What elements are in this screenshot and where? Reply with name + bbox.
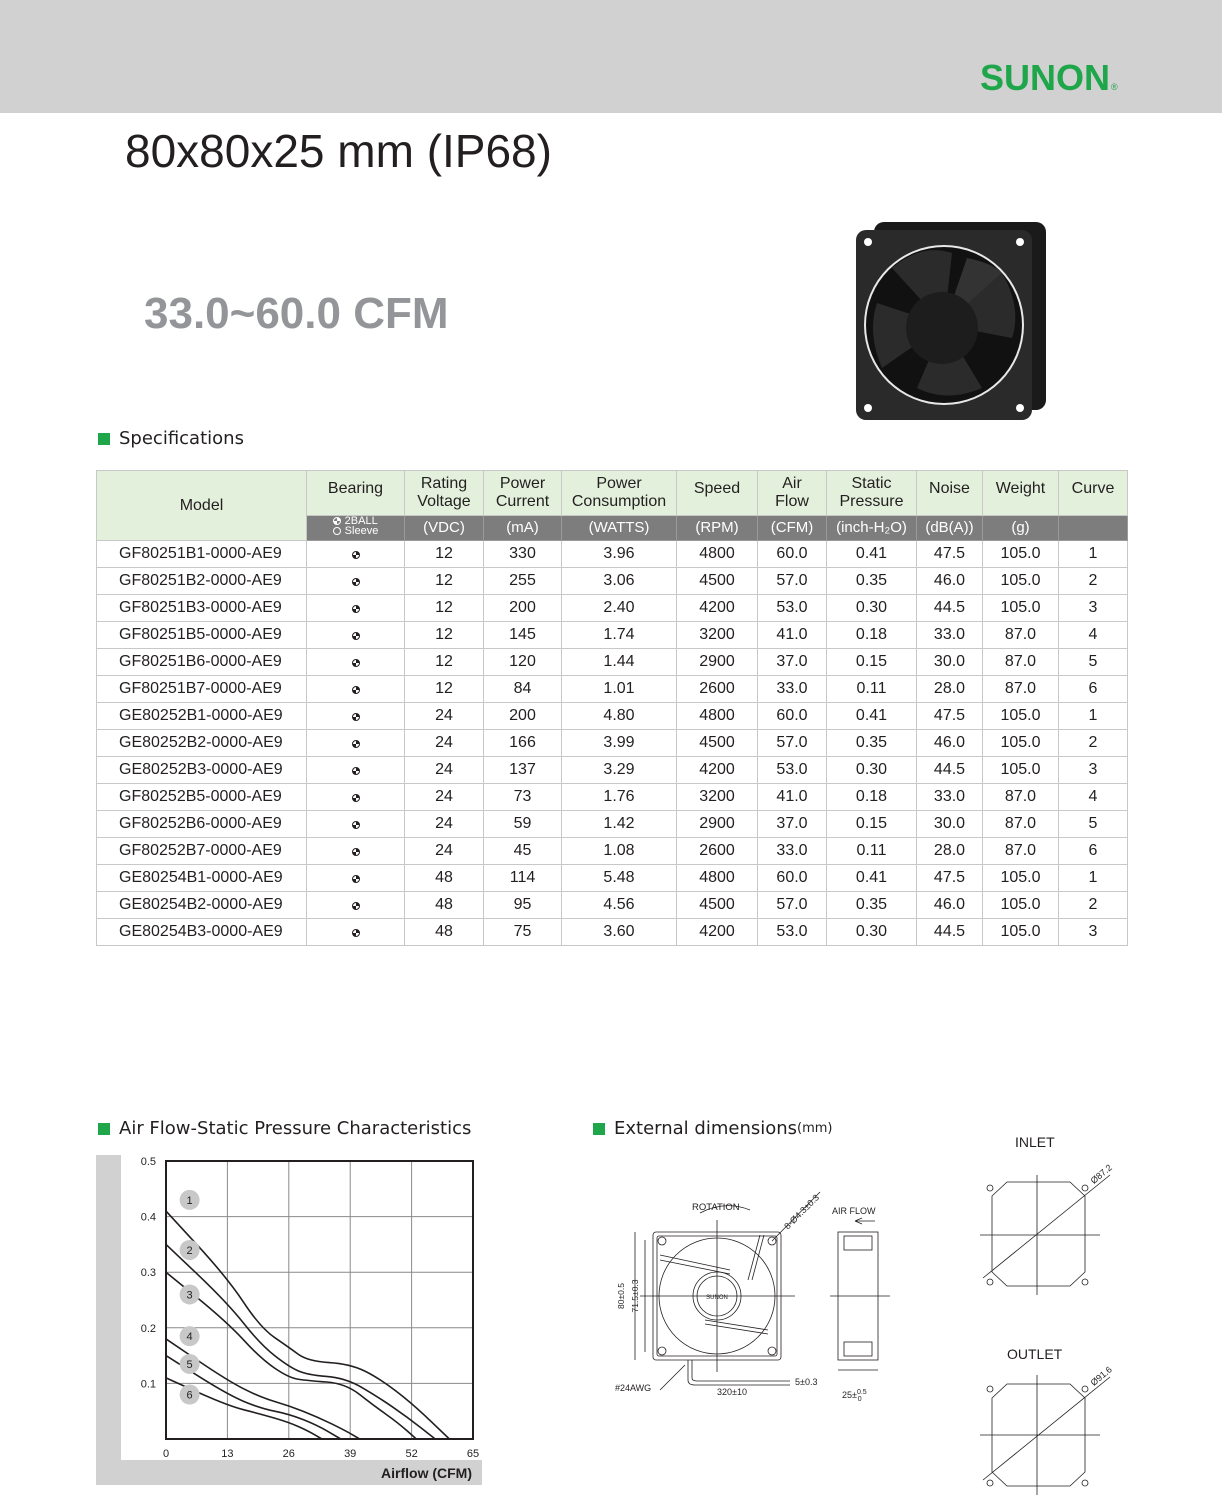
- table-row: [97, 757, 1128, 784]
- unit-rpm: (RPM): [677, 516, 758, 541]
- cell-noise: 44.5: [917, 919, 983, 946]
- outlet-label: OUTLET: [1007, 1346, 1063, 1362]
- cell-curve: 5: [1059, 811, 1128, 838]
- cell-curve: 1: [1059, 541, 1128, 568]
- cell-curve: 3: [1059, 757, 1128, 784]
- cell-airflow: 57.0: [758, 892, 827, 919]
- cell-current: 145: [484, 622, 562, 649]
- cell-noise: 46.0: [917, 730, 983, 757]
- table-row: [97, 703, 1128, 730]
- cell-pressure: 0.41: [827, 703, 917, 730]
- cell-speed: 4200: [677, 919, 758, 946]
- cell-curve: 2: [1059, 568, 1128, 595]
- inlet-label: INLET: [1015, 1134, 1055, 1150]
- cell-voltage: 48: [405, 865, 484, 892]
- cell-weight: 105.0: [983, 892, 1059, 919]
- cell-curve: 2: [1059, 730, 1128, 757]
- x-tick-label: 13: [221, 1448, 234, 1460]
- cell-pressure: 0.35: [827, 730, 917, 757]
- y-tick-label: 0.5: [140, 1156, 156, 1168]
- cell-speed: 4200: [677, 757, 758, 784]
- table-row: [97, 649, 1128, 676]
- cell-airflow: 53.0: [758, 757, 827, 784]
- cell-weight: 87.0: [983, 838, 1059, 865]
- cell-power: 1.44: [562, 649, 677, 676]
- cell-speed: 4500: [677, 730, 758, 757]
- cell-noise: 30.0: [917, 649, 983, 676]
- section-dimensions: External dimensions (mm): [593, 1118, 833, 1139]
- header-noise: Noise: [917, 471, 983, 516]
- x-tick-label: 39: [344, 1448, 357, 1460]
- ball-bearing-icon: [352, 848, 360, 856]
- cell-bearing: [307, 811, 405, 838]
- sunon-logo: SUNON®: [980, 57, 1118, 98]
- cell-pressure: 0.11: [827, 838, 917, 865]
- cell-model: GF80252B5-0000-AE9: [97, 784, 307, 811]
- cell-speed: 4200: [677, 595, 758, 622]
- x-tick-label: 0: [162, 1448, 170, 1460]
- cell-speed: 2900: [677, 811, 758, 838]
- table-row: [97, 568, 1128, 595]
- cell-voltage: 24: [405, 838, 484, 865]
- cell-weight: 105.0: [983, 541, 1059, 568]
- cell-airflow: 53.0: [758, 595, 827, 622]
- cell-weight: 105.0: [983, 568, 1059, 595]
- table-row: [97, 541, 1128, 568]
- y-tick-label: 0.3: [140, 1267, 156, 1280]
- fan-product-photo: [852, 218, 1050, 423]
- cell-noise: 33.0: [917, 784, 983, 811]
- chart-frame-left: [96, 1155, 121, 1485]
- cell-bearing: [307, 703, 405, 730]
- cell-curve: 3: [1059, 595, 1128, 622]
- cell-power: 5.48: [562, 865, 677, 892]
- cell-speed: 2900: [677, 649, 758, 676]
- ball-bearing-icon: [352, 929, 360, 937]
- cell-model: GE80252B2-0000-AE9: [97, 730, 307, 757]
- cell-noise: 33.0: [917, 622, 983, 649]
- cell-current: 73: [484, 784, 562, 811]
- cell-voltage: 12: [405, 676, 484, 703]
- ball-bearing-icon: [352, 578, 360, 586]
- ball-bearing-icon: [352, 632, 360, 640]
- mounting-hole-dim: 8-Ø4.3±0.3: [782, 1192, 822, 1232]
- green-bullet-icon: [593, 1123, 605, 1135]
- cell-pressure: 0.41: [827, 865, 917, 892]
- cell-curve: 6: [1059, 676, 1128, 703]
- cell-current: 95: [484, 892, 562, 919]
- cell-bearing: [307, 595, 405, 622]
- cell-bearing: [307, 838, 405, 865]
- cell-airflow: 37.0: [758, 811, 827, 838]
- cell-bearing: [307, 676, 405, 703]
- cell-voltage: 24: [405, 811, 484, 838]
- cell-pressure: 0.35: [827, 568, 917, 595]
- curve-badge-label: 5: [186, 1358, 193, 1371]
- ball-bearing-icon: [352, 794, 360, 802]
- cell-power: 3.99: [562, 730, 677, 757]
- header-bearing: Bearing: [307, 471, 405, 516]
- cell-pressure: 0.18: [827, 622, 917, 649]
- cell-airflow: 33.0: [758, 676, 827, 703]
- cell-airflow: 33.0: [758, 838, 827, 865]
- ball-bearing-icon: [333, 517, 341, 525]
- header-static-pressure: Static Pressure: [827, 471, 917, 516]
- cell-power: 1.08: [562, 838, 677, 865]
- ball-bearing-icon: [352, 551, 360, 559]
- ball-bearing-icon: [352, 605, 360, 613]
- cell-airflow: 41.0: [758, 784, 827, 811]
- cell-voltage: 12: [405, 595, 484, 622]
- cell-noise: 30.0: [917, 811, 983, 838]
- y-tick-label: 0.4: [140, 1211, 156, 1224]
- cell-curve: 1: [1059, 703, 1128, 730]
- green-bullet-icon: [98, 1123, 110, 1135]
- x-tick-label: 26: [282, 1448, 295, 1460]
- cell-airflow: 60.0: [758, 703, 827, 730]
- unit-g: (g): [983, 516, 1059, 541]
- cell-pressure: 0.18: [827, 784, 917, 811]
- cell-voltage: 24: [405, 757, 484, 784]
- cell-power: 1.42: [562, 811, 677, 838]
- cell-noise: 28.0: [917, 838, 983, 865]
- air-flow-label: AIR FLOW: [832, 1206, 876, 1216]
- cell-voltage: 24: [405, 703, 484, 730]
- curve-badge-label: 4: [186, 1331, 193, 1344]
- cell-voltage: 48: [405, 892, 484, 919]
- cell-model: GE80254B1-0000-AE9: [97, 865, 307, 892]
- cell-bearing: [307, 649, 405, 676]
- hole-pitch-dim: 71.5±0.3: [630, 1279, 640, 1313]
- cell-airflow: 60.0: [758, 865, 827, 892]
- unit-cfm: (CFM): [758, 516, 827, 541]
- ball-bearing-icon: [352, 875, 360, 883]
- header-weight: Weight: [983, 471, 1059, 516]
- cell-current: 84: [484, 676, 562, 703]
- table-row: [97, 622, 1128, 649]
- header-curve: Curve: [1059, 471, 1128, 516]
- cell-curve: 6: [1059, 838, 1128, 865]
- cell-speed: 2600: [677, 838, 758, 865]
- section-curve: Air Flow-Static Pressure Characteristics: [98, 1118, 471, 1139]
- cell-current: 255: [484, 568, 562, 595]
- cell-pressure: 0.41: [827, 541, 917, 568]
- section-specifications: Specifications: [98, 428, 244, 449]
- outer-size-dim: 80±0.5: [616, 1283, 626, 1309]
- x-tick-label: 52: [405, 1448, 418, 1460]
- cell-model: GE80252B1-0000-AE9: [97, 703, 307, 730]
- cell-voltage: 12: [405, 541, 484, 568]
- cell-curve: 1: [1059, 865, 1128, 892]
- cell-power: 1.01: [562, 676, 677, 703]
- cell-speed: 4500: [677, 568, 758, 595]
- header-model: Model: [97, 471, 307, 541]
- cell-model: GE80254B3-0000-AE9: [97, 919, 307, 946]
- cell-weight: 105.0: [983, 595, 1059, 622]
- cell-weight: 87.0: [983, 676, 1059, 703]
- cell-bearing: [307, 568, 405, 595]
- inlet-outline-drawing: [975, 1130, 1125, 1295]
- cell-noise: 47.5: [917, 865, 983, 892]
- cell-weight: 87.0: [983, 649, 1059, 676]
- cell-curve: 4: [1059, 622, 1128, 649]
- table-row: [97, 676, 1128, 703]
- curve-badge-label: 3: [186, 1289, 193, 1302]
- cell-current: 166: [484, 730, 562, 757]
- unit-curve: [1059, 516, 1128, 541]
- cell-pressure: 0.15: [827, 649, 917, 676]
- cell-bearing: [307, 541, 405, 568]
- outlet-outline-drawing: [975, 1340, 1125, 1495]
- y-tick-label: 0.2: [140, 1322, 156, 1335]
- cell-weight: 105.0: [983, 919, 1059, 946]
- airflow-range: 33.0~60.0 CFM: [144, 289, 449, 338]
- header-speed: Speed: [677, 471, 758, 516]
- table-row: [97, 784, 1128, 811]
- unit-dba: (dB(A)): [917, 516, 983, 541]
- cell-curve: 5: [1059, 649, 1128, 676]
- unit-ma: (mA): [484, 516, 562, 541]
- cell-curve: 3: [1059, 919, 1128, 946]
- unit-watts: (WATTS): [562, 516, 677, 541]
- cell-model: GF80251B7-0000-AE9: [97, 676, 307, 703]
- outlet-diameter-dim: Ø91.6: [1088, 1364, 1114, 1388]
- ball-bearing-icon: [352, 686, 360, 694]
- cell-bearing: [307, 730, 405, 757]
- sleeve-bearing-icon: [333, 527, 341, 535]
- cell-bearing: [307, 784, 405, 811]
- cell-speed: 3200: [677, 622, 758, 649]
- cell-bearing: [307, 757, 405, 784]
- rotation-label: ROTATION: [692, 1202, 740, 1213]
- cell-model: GF80252B6-0000-AE9: [97, 811, 307, 838]
- curve-badge-label: 2: [186, 1244, 193, 1257]
- cell-weight: 87.0: [983, 811, 1059, 838]
- cell-power: 3.96: [562, 541, 677, 568]
- unit-inch-h2o: (inch-H₂O): [827, 516, 917, 541]
- cell-pressure: 0.30: [827, 919, 917, 946]
- cell-pressure: 0.35: [827, 892, 917, 919]
- header-rating-voltage: Rating Voltage: [405, 471, 484, 516]
- cell-airflow: 41.0: [758, 622, 827, 649]
- ball-bearing-icon: [352, 740, 360, 748]
- cell-power: 1.76: [562, 784, 677, 811]
- cell-power: 3.60: [562, 919, 677, 946]
- cell-noise: 46.0: [917, 568, 983, 595]
- cell-weight: 105.0: [983, 865, 1059, 892]
- cell-noise: 44.5: [917, 595, 983, 622]
- header-power-current: Power Current: [484, 471, 562, 516]
- cell-weight: 105.0: [983, 730, 1059, 757]
- cell-airflow: 37.0: [758, 649, 827, 676]
- plot-area: [166, 1161, 473, 1439]
- cell-current: 120: [484, 649, 562, 676]
- ball-bearing-icon: [352, 713, 360, 721]
- external-dimensions-drawing: [600, 1180, 900, 1410]
- cell-bearing: [307, 919, 405, 946]
- cell-bearing: [307, 865, 405, 892]
- cell-speed: 4500: [677, 892, 758, 919]
- cell-current: 45: [484, 838, 562, 865]
- curve-badge-label: 1: [186, 1194, 193, 1207]
- ball-bearing-icon: [352, 767, 360, 775]
- cell-airflow: 57.0: [758, 568, 827, 595]
- cell-bearing: [307, 892, 405, 919]
- airflow-pressure-chart: [96, 1155, 482, 1485]
- curve-badge-label: 6: [186, 1389, 193, 1402]
- y-tick-label: 0.1: [140, 1378, 156, 1391]
- cell-airflow: 53.0: [758, 919, 827, 946]
- cell-pressure: 0.30: [827, 595, 917, 622]
- cell-model: GF80251B3-0000-AE9: [97, 595, 307, 622]
- cell-voltage: 12: [405, 622, 484, 649]
- cell-speed: 4800: [677, 541, 758, 568]
- bearing-legend: 2BALL Sleeve: [307, 516, 405, 541]
- table-row: [97, 892, 1128, 919]
- cell-current: 114: [484, 865, 562, 892]
- cell-current: 137: [484, 757, 562, 784]
- depth-dim: 25±$^{0.5}$ 0: [842, 1389, 867, 1403]
- hub-logo-label: SUNON: [706, 1295, 728, 1301]
- ball-bearing-icon: [352, 659, 360, 667]
- unit-vdc: (VDC): [405, 516, 484, 541]
- cell-weight: 87.0: [983, 622, 1059, 649]
- cell-curve: 4: [1059, 784, 1128, 811]
- cell-noise: 28.0: [917, 676, 983, 703]
- cell-power: 4.56: [562, 892, 677, 919]
- cell-voltage: 24: [405, 784, 484, 811]
- cell-speed: 4800: [677, 703, 758, 730]
- x-axis-label: Airflow (CFM): [381, 1465, 472, 1481]
- page-title: 80x80x25 mm (IP68): [125, 125, 552, 177]
- cell-current: 330: [484, 541, 562, 568]
- cell-speed: 2600: [677, 676, 758, 703]
- cell-airflow: 60.0: [758, 541, 827, 568]
- table-row: [97, 730, 1128, 757]
- inlet-diameter-dim: Ø87.2: [1088, 1162, 1114, 1186]
- header-air-flow: Air Flow: [758, 471, 827, 516]
- green-bullet-icon: [98, 433, 110, 445]
- header-power-consumption: Power Consumption: [562, 471, 677, 516]
- cell-model: GE80254B2-0000-AE9: [97, 892, 307, 919]
- cell-model: GF80251B5-0000-AE9: [97, 622, 307, 649]
- cell-current: 200: [484, 703, 562, 730]
- ball-bearing-icon: [352, 821, 360, 829]
- cell-current: 75: [484, 919, 562, 946]
- cell-model: GE80252B3-0000-AE9: [97, 757, 307, 784]
- lead-length-dim: 320±10: [717, 1387, 747, 1397]
- cell-power: 3.29: [562, 757, 677, 784]
- table-row: [97, 811, 1128, 838]
- cell-bearing: [307, 622, 405, 649]
- wire-gauge-label: #24AWG: [615, 1383, 652, 1393]
- cell-voltage: 12: [405, 568, 484, 595]
- cell-weight: 105.0: [983, 757, 1059, 784]
- cell-speed: 4800: [677, 865, 758, 892]
- cell-noise: 44.5: [917, 757, 983, 784]
- cell-voltage: 48: [405, 919, 484, 946]
- cell-model: GF80252B7-0000-AE9: [97, 838, 307, 865]
- table-row: [97, 865, 1128, 892]
- cell-noise: 47.5: [917, 541, 983, 568]
- strip-length-dim: 5±0.3: [795, 1377, 818, 1387]
- cell-voltage: 12: [405, 649, 484, 676]
- specifications-table: [96, 470, 1128, 946]
- cell-noise: 47.5: [917, 703, 983, 730]
- table-row: [97, 838, 1128, 865]
- cell-model: GF80251B1-0000-AE9: [97, 541, 307, 568]
- cell-current: 200: [484, 595, 562, 622]
- cell-model: GF80251B2-0000-AE9: [97, 568, 307, 595]
- cell-model: GF80251B6-0000-AE9: [97, 649, 307, 676]
- cell-speed: 3200: [677, 784, 758, 811]
- table-row: [97, 919, 1128, 946]
- cell-pressure: 0.11: [827, 676, 917, 703]
- cell-pressure: 0.15: [827, 811, 917, 838]
- cell-power: 1.74: [562, 622, 677, 649]
- ball-bearing-icon: [352, 902, 360, 910]
- cell-noise: 46.0: [917, 892, 983, 919]
- cell-airflow: 57.0: [758, 730, 827, 757]
- cell-curve: 2: [1059, 892, 1128, 919]
- cell-weight: 105.0: [983, 703, 1059, 730]
- table-row: [97, 595, 1128, 622]
- cell-power: 3.06: [562, 568, 677, 595]
- cell-voltage: 24: [405, 730, 484, 757]
- cell-weight: 87.0: [983, 784, 1059, 811]
- cell-pressure: 0.30: [827, 757, 917, 784]
- x-tick-label: 65: [466, 1448, 480, 1460]
- cell-power: 2.40: [562, 595, 677, 622]
- cell-current: 59: [484, 811, 562, 838]
- cell-power: 4.80: [562, 703, 677, 730]
